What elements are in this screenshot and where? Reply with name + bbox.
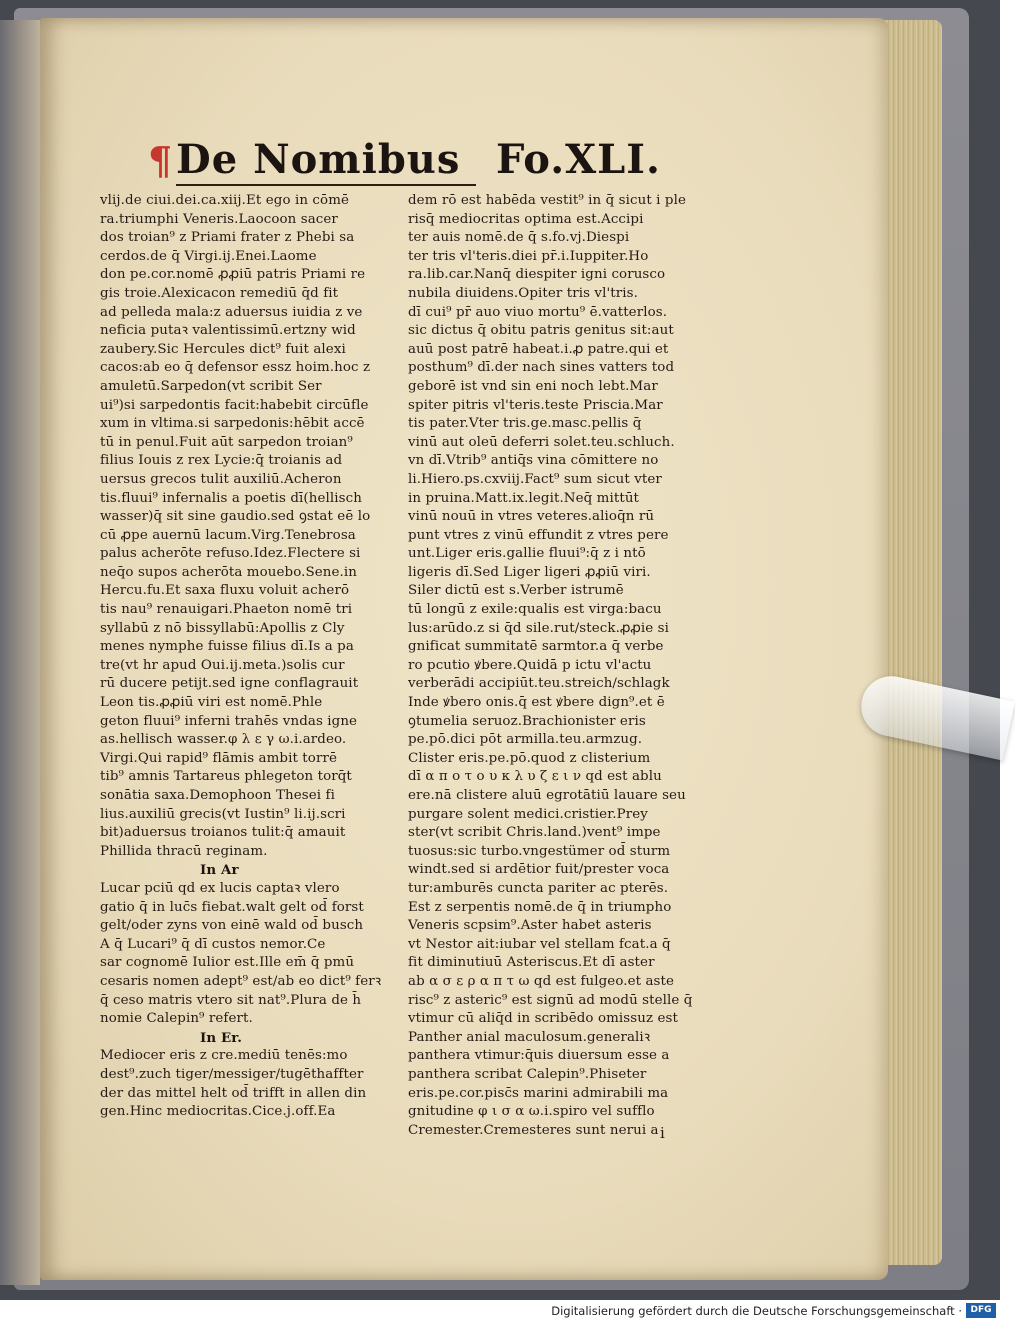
text-line: ligeris dī.Sed Liger ligeri ꝓꝓiū viri. bbox=[408, 564, 651, 580]
text-line: geborē ist vnd sin eni noch lebt.Mar bbox=[408, 378, 658, 394]
text-line: ter auis nomē.de q̄ s.fo.vj.Diespi bbox=[408, 230, 630, 246]
text-line: tib⁹ amnis Tartareus phlegeton torq̄t bbox=[100, 769, 352, 785]
text-line: Phillida thracū reginam. bbox=[100, 843, 268, 859]
section-heading-er: In Er. bbox=[200, 1029, 242, 1046]
text-line: Clister eris.pe.pō.quod z clisterium bbox=[408, 750, 651, 766]
text-line: ui⁹)si sarpedontis facit:habebit circūfle bbox=[100, 397, 369, 413]
text-line: neficia putaꝛ valentissimū.ertzny wid bbox=[100, 323, 356, 339]
text-line: in pruina.Matt.ix.legit.Neq̄ mittūt bbox=[408, 490, 640, 506]
text-line: gis troie.Alexicacon remediū q̄d fit bbox=[100, 285, 339, 301]
facing-page-edge bbox=[0, 20, 40, 1285]
text-line: don pe.cor.nomē ꝓꝓiū patris Priami re bbox=[100, 267, 366, 283]
text-line: li.Hiero.ps.cxviij.Fact⁹ sum sicut vter bbox=[408, 471, 662, 487]
text-line: Est z serpentis nomē.de q̄ in triumpho bbox=[408, 899, 672, 915]
text-line: rū ducere petijt.sed igne conflagrauit bbox=[100, 676, 359, 692]
text-line: dī cui⁹ pr̄ auo viuo mortu⁹ ē.vatterlos. bbox=[408, 304, 668, 320]
running-title: De Nomibus bbox=[176, 136, 461, 183]
text-line: fit diminutiuū Asteriscus.Et dī aster bbox=[408, 955, 655, 971]
text-line: pe.pō.dici pōt armilla.teu.armzug. bbox=[408, 732, 643, 748]
text-line: tuosus:sic turbo.vngestümer od̄ sturm bbox=[408, 843, 671, 859]
text-line: q̄ ceso matris vtero sit nat⁹.Plura de h̄ bbox=[100, 992, 362, 1008]
left-column-lines-er bbox=[100, 1047, 400, 1121]
text-line: cesaris nomen adept⁹ est/ab eo dict⁹ ferꝛ bbox=[100, 973, 382, 989]
text-line: cū ꝓpe auernū lacum.Virg.Tenebrosa bbox=[100, 527, 356, 543]
text-line: Mediocer eris z cre.mediū tenēs:mo bbox=[100, 1048, 348, 1064]
text-line: Panther anial maculosum.generaliꝛ bbox=[408, 1029, 651, 1045]
text-line: vinū nouū in vtres veteres.alioq̄n rū bbox=[408, 509, 655, 525]
pilcrow-icon: ¶ bbox=[148, 138, 173, 183]
text-line: ro pcutio ꝟbere.Quidā p ictu vl'actu bbox=[408, 657, 652, 673]
text-line: tū longū z exile:qualis est virga:bacu bbox=[408, 602, 662, 618]
text-line: ra.lib.car.Nanq̄ diespiter igni corusco bbox=[408, 267, 666, 283]
text-line: ter tris vl'teris.diei pr̄.i.Iuppiter.Ho bbox=[408, 248, 649, 264]
text-line: spiter pitris vl'teris.teste Priscia.Mar bbox=[408, 397, 663, 413]
text-line: gnificat summitatē sarmtor.a q̄ verbe bbox=[408, 639, 664, 655]
dfg-logo-icon: DFG bbox=[966, 1303, 996, 1318]
text-line: xum in vltima.si sarpedonis:hēbit accē bbox=[100, 416, 365, 432]
text-line: uersus grecos tulit auxiliū.Acheron bbox=[100, 471, 342, 487]
text-line: gen.Hinc mediocritas.Cice.j.off.Ea bbox=[100, 1104, 336, 1120]
text-line: syllabū z nō bissyllabū:Apollis z Cly bbox=[100, 620, 345, 636]
text-line: vn dī.Vtrib⁹ antiq̄s vina cōmittere no bbox=[408, 453, 659, 469]
text-line: vtimur cū aliq̄d in scribēdo omissuz est bbox=[408, 1011, 678, 1027]
text-line: Cremester.Cremesteres sunt nerui a bbox=[408, 1122, 659, 1138]
text-line: posthum⁹ dī.der nach sines vatters tod bbox=[408, 360, 675, 376]
text-line: vt Nestor ait:iubar vel stellam fcat.a q̄ bbox=[408, 936, 671, 952]
folio-number: Fo.XLI. bbox=[496, 136, 661, 183]
text-line: gatio q̄ in luc̄s fiebat.walt gelt od̄ forst bbox=[100, 899, 364, 915]
text-line: zaubery.Sic Hercules dict⁹ fuit alexi bbox=[100, 341, 346, 357]
text-line: tis.fluui⁹ infernalis a poetis dī(hellisch bbox=[100, 490, 362, 506]
text-line: Virgi.Qui rapid⁹ flāmis ambit torrē bbox=[100, 750, 337, 766]
running-header bbox=[148, 136, 668, 190]
left-column-lines-ar bbox=[100, 880, 400, 1029]
text-line: Siler dictū est s.Verber istrumē bbox=[408, 583, 624, 599]
signature-mark: i bbox=[660, 1124, 665, 1142]
text-line: windt.sed si ardētior fuit/prester voca bbox=[408, 862, 670, 878]
text-line: purgare solent medici.cristier.Prey bbox=[408, 806, 648, 822]
text-line: tur:amburēs cuncta pariter ac pterēs. bbox=[408, 880, 669, 896]
text-line: verberādi accipiūt.teu.streich/schlagk bbox=[408, 676, 670, 692]
text-line: Lucar pciū qd ex lucis captaꝛ vlero bbox=[100, 880, 340, 896]
text-line: lus:arūdo.z si q̄d sile.rut/steck.ꝓꝓie si bbox=[408, 620, 670, 636]
text-line: ster(vt scribit Chris.land.)vent⁹ impe bbox=[408, 825, 661, 841]
text-line: vlij.de ciui.dei.ca.xiij.Et ego in cōmē bbox=[100, 193, 350, 208]
text-line: gnitudine φ ι σ α ω.i.spiro vel sufflo bbox=[408, 1104, 655, 1120]
funding-credit: Digitalisierung gefördert durch die Deutsche Forschungsgemeinschaft · bbox=[551, 1304, 962, 1318]
text-line: nubila diuidens.Opiter tris vl'tris. bbox=[408, 285, 638, 301]
text-line: sic dictus q̄ obitu patris genitus sit:aut bbox=[408, 323, 674, 339]
text-line: Leon tis.ꝓꝓiū viri est nomē.Phle bbox=[100, 695, 323, 711]
text-line: risq̄ mediocritas optima est.Accipi bbox=[408, 211, 644, 227]
text-line: Inde ꝟbero onis.q̄ est ꝟbere dign⁹.et ē bbox=[408, 695, 665, 711]
text-line: risc⁹ z asteric⁹ est signū ad modū stelle q̄ bbox=[408, 992, 693, 1008]
text-line: ab α σ ε ρ α π τ ω qd est fulgeo.et aste bbox=[408, 973, 675, 989]
text-line: ere.nā clistere aluū egrotātiū lauare seu bbox=[408, 788, 686, 803]
left-column-lines bbox=[100, 192, 400, 861]
text-line: Hercu.fu.Et saxa fluxu voluit acherō bbox=[100, 583, 350, 599]
text-line: punt vtres z vinū effundit z vtres pere bbox=[408, 527, 669, 543]
text-line: menes nymphe fuisse filius dī.Is a pa bbox=[100, 639, 354, 655]
text-line: lius.auxiliū grecis(vt Iustin⁹ li.ij.scri bbox=[100, 806, 346, 822]
page-edges bbox=[880, 20, 942, 1265]
text-line: dī α π ο τ ο υ κ λ υ ζ ε ι ν qd est ablu bbox=[408, 769, 662, 785]
text-line: A q̄ Lucari⁹ q̄ dī custos nemor.Ce bbox=[100, 936, 326, 952]
text-line: ad pelleda mala:z aduersus iuidia z ve bbox=[100, 304, 363, 320]
text-line: cerdos.de q̄ Virgi.ij.Enei.Laome bbox=[100, 248, 317, 264]
text-line: tis pater.Vter tris.ge.masc.pellis q̄ bbox=[408, 416, 642, 432]
text-line: tū in penul.Fuit aūt sarpedon troian⁹ bbox=[100, 434, 353, 450]
text-line: palus acherōte refuso.Idez.Flectere si bbox=[100, 546, 361, 562]
text-line: panthera vtimur:q̄uis diuersum esse a bbox=[408, 1048, 670, 1064]
text-line: gelt/oder zyns von einē wald od̄ busch bbox=[100, 918, 364, 934]
text-line: ꝯtumelia seruoz.Brachionister eris bbox=[408, 713, 646, 729]
text-line: amuletū.Sarpedon(vt scribit Ser bbox=[100, 378, 322, 394]
text-line: der das mittel helt od̄ trifft in allen din bbox=[100, 1085, 367, 1101]
text-line: vinū aut oleū deferri solet.teu.schluch. bbox=[408, 434, 675, 450]
text-line: wasser)q̄ sit sine gaudio.sed ꝯstat eē lo bbox=[100, 509, 371, 525]
text-line: bit)aduersus troianos tulit:q̄ amauit bbox=[100, 825, 346, 841]
text-line: eris.pe.cor.pisc̄s marini admirabili ma bbox=[408, 1085, 669, 1101]
text-line: tre(vt hr apud Oui.ij.meta.)solis cur bbox=[100, 657, 345, 673]
text-line: cacos:ab eo q̄ defensor essz hoim.hoc z bbox=[100, 360, 371, 376]
text-line: nomie Calepin⁹ refert. bbox=[100, 1011, 253, 1027]
text-line: Veneris scpsim⁹.Aster habet asteris bbox=[408, 918, 652, 934]
text-line: auū post patrē habeat.i.ꝓ patre.qui et bbox=[408, 341, 669, 357]
text-line: filius Iouis z rex Lycie:q̄ troianis ad bbox=[100, 453, 343, 469]
footer-bar bbox=[0, 1300, 1000, 1322]
text-line: ra.triumphi Veneris.Laocoon sacer bbox=[100, 211, 338, 227]
text-line: sonātia saxa.Demophoon Thesei fi bbox=[100, 788, 335, 803]
text-line: neq̄o supos acherōta mouebo.Sene.in bbox=[100, 564, 357, 580]
text-line: panthera scribat Calepin⁹.Phiseter bbox=[408, 1066, 647, 1082]
text-line: sar cognomē Iulior est.Ille em̄ q̄ pmū bbox=[100, 955, 355, 971]
text-line: unt.Liger eris.gallie fluui⁹:q̄ z i ntō bbox=[408, 546, 646, 562]
text-line: dos troian⁹ z Priami frater z Phebi sa bbox=[100, 230, 355, 246]
text-line: dem rō est habēda vestit⁹ in q̄ sicut i ple bbox=[408, 193, 686, 208]
header-rule bbox=[176, 184, 476, 186]
left-text-column bbox=[100, 192, 400, 1124]
text-line: as.hellisch wasser.φ λ ε γ ω.i.ardeo. bbox=[100, 732, 347, 748]
text-line: dest⁹.zuch tiger/messiger/tugēthaffter bbox=[100, 1066, 364, 1082]
section-heading-ar: In Ar bbox=[200, 862, 239, 879]
right-column-lines bbox=[408, 192, 712, 1140]
text-line: tis nau⁹ renauigari.Phaeton nomē tri bbox=[100, 602, 353, 618]
text-line: geton fluui⁹ inferni trahēs vndas igne bbox=[100, 713, 358, 729]
right-text-column bbox=[408, 192, 712, 1138]
